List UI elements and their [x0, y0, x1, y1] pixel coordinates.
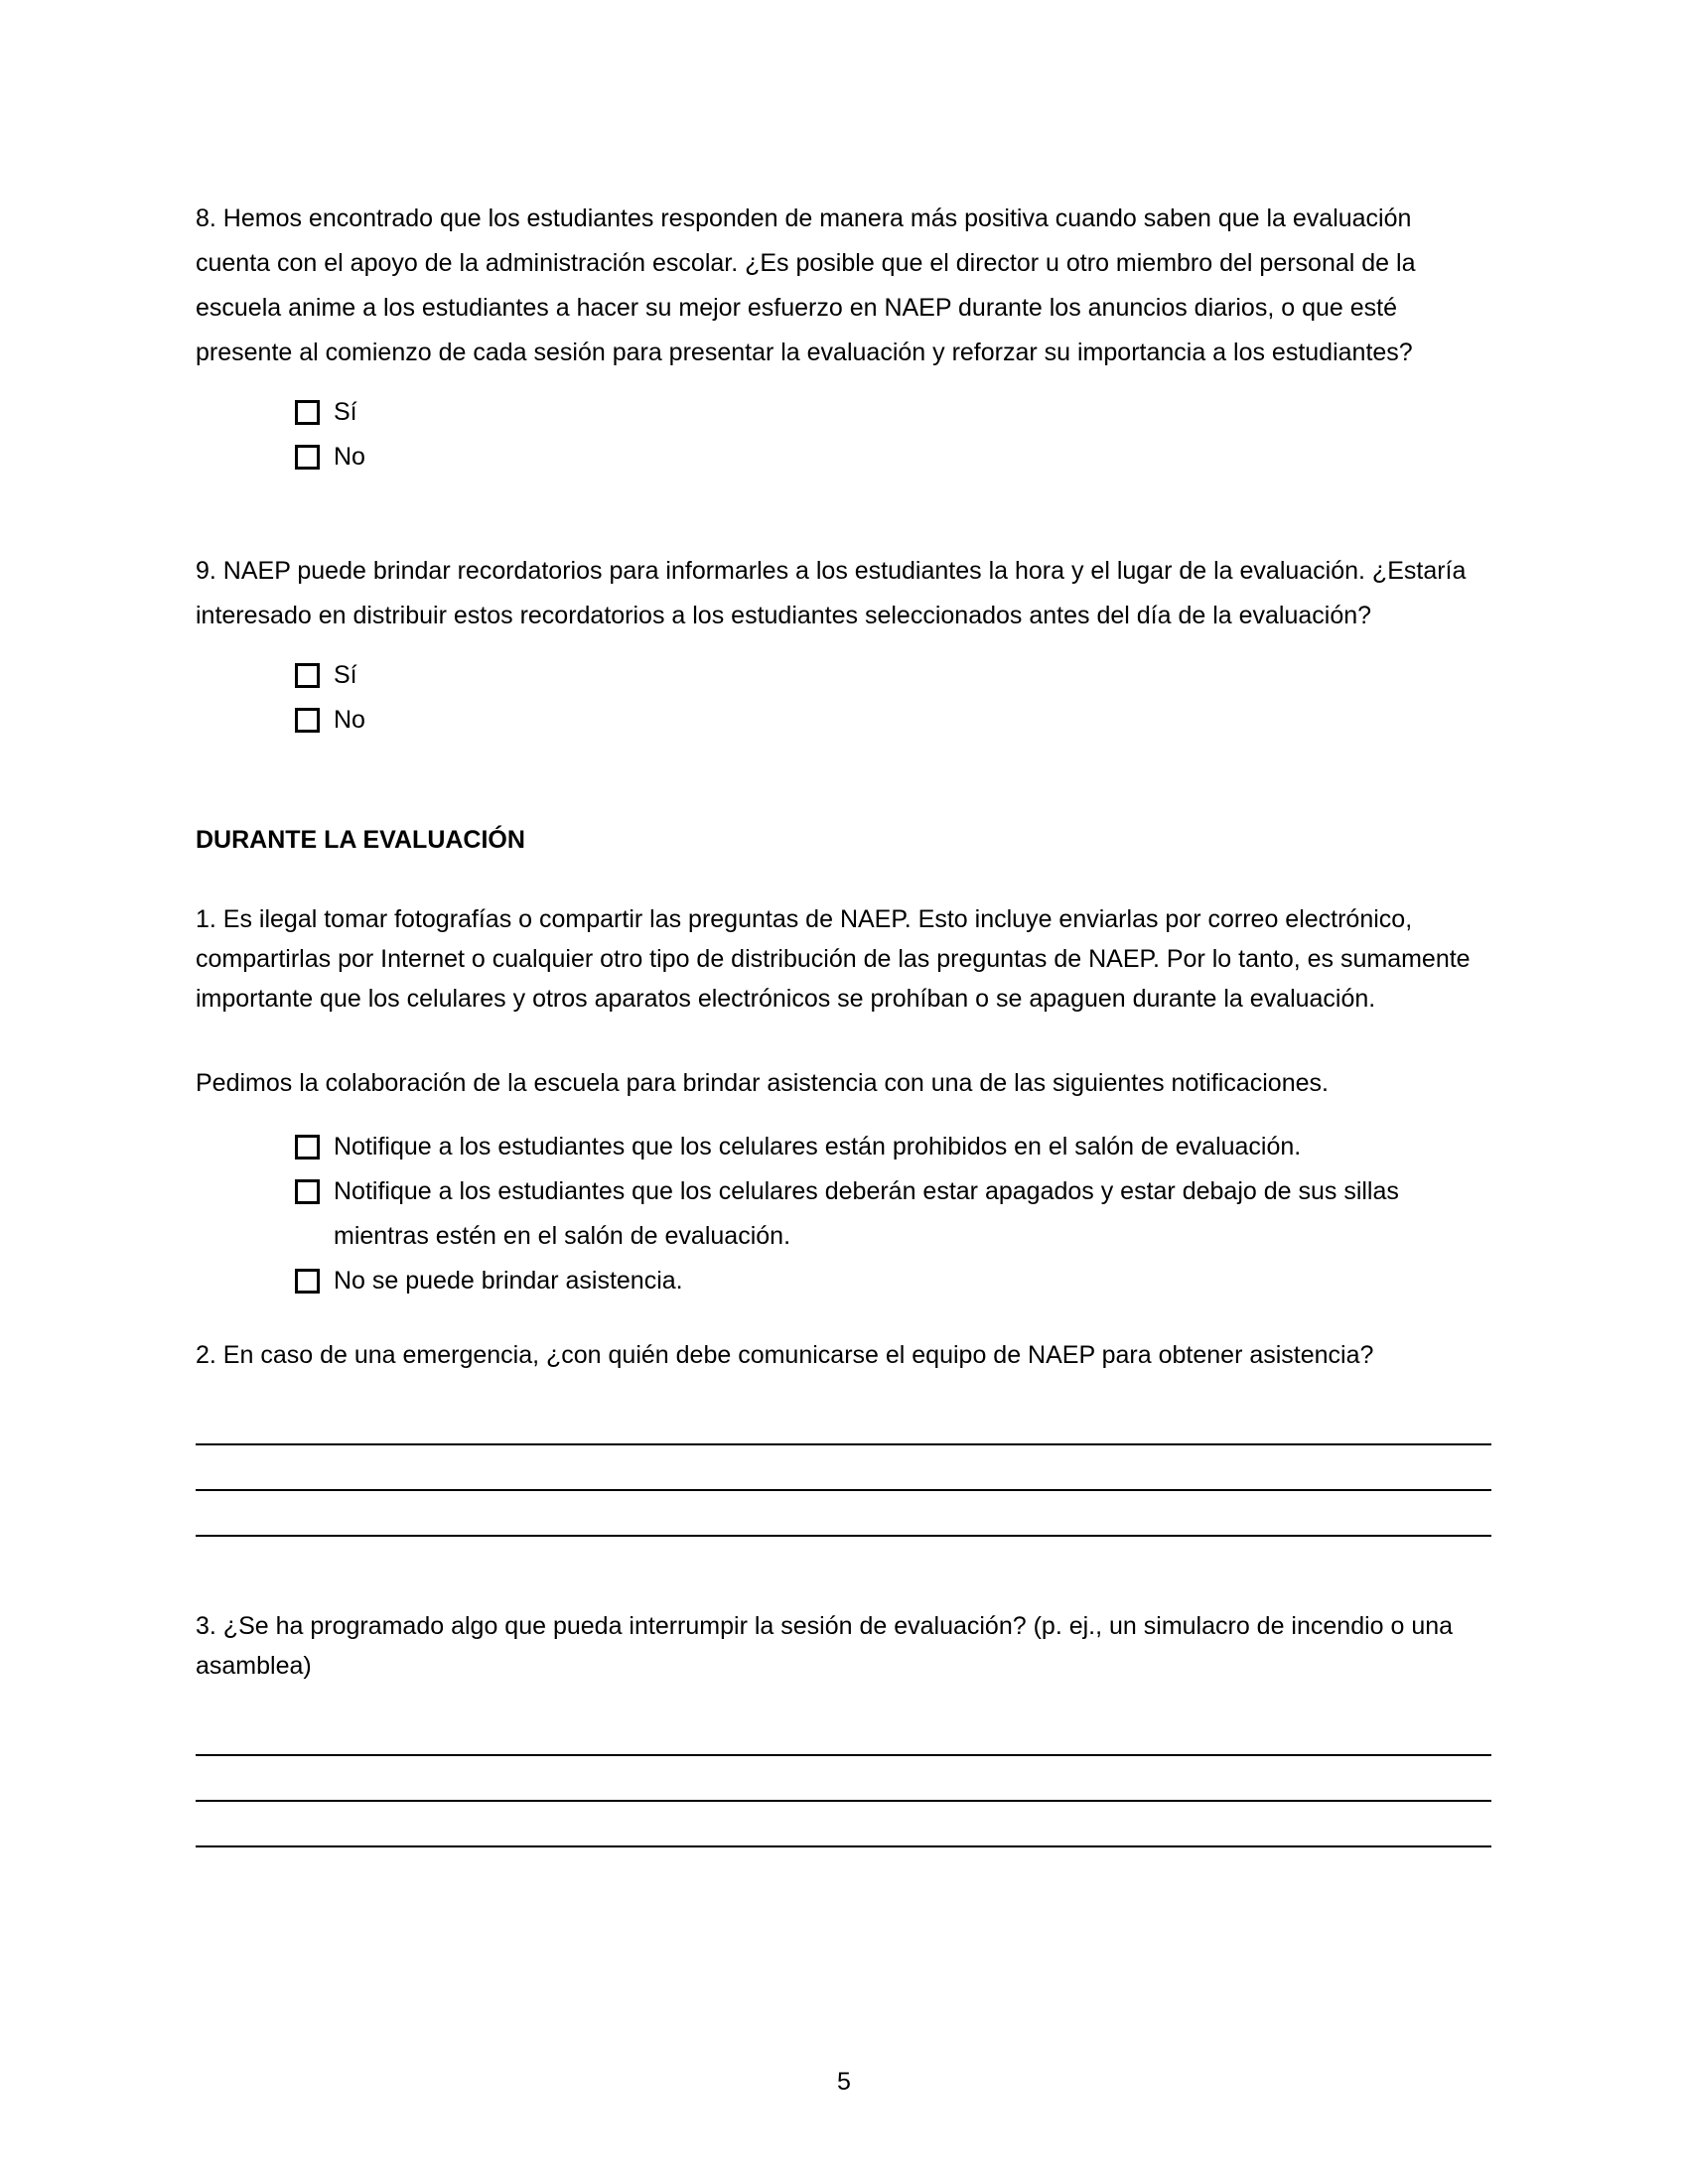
- section-heading: DURANTE LA EVALUACIÓN: [196, 826, 525, 854]
- question-8-option-no[interactable]: [295, 435, 1491, 479]
- question-3-answer-area: [196, 1710, 1491, 1847]
- option-label: No: [334, 443, 365, 471]
- question-2-text: 2. En caso de una emergencia, ¿con quién debe comunicarse el equipo de NAEP para obtener asistencia?: [196, 1341, 1374, 1369]
- answer-line[interactable]: [196, 1491, 1491, 1537]
- assistance-paragraph: Pedimos la colaboración de la escuela para brindar asistencia con una de las siguientes notificaciones.: [196, 1069, 1329, 1097]
- notification-option-no-assistance[interactable]: [295, 1259, 1491, 1303]
- question-2-answer-area: [196, 1400, 1491, 1537]
- option-label: No: [334, 706, 365, 734]
- option-label: Notifique a los estudiantes que los celulares deberán estar apagados y estar debajo de sus sillas mientras estén en el salón de evaluación.: [334, 1177, 1399, 1250]
- answer-line[interactable]: [196, 1802, 1491, 1847]
- checkbox-icon[interactable]: [295, 663, 320, 688]
- option-label: No se puede brindar asistencia.: [334, 1267, 683, 1295]
- question-9-option-si[interactable]: [295, 653, 1491, 698]
- answer-line[interactable]: [196, 1756, 1491, 1802]
- answer-line[interactable]: [196, 1445, 1491, 1491]
- notification-options: [295, 1125, 1491, 1303]
- answer-line[interactable]: [196, 1710, 1491, 1756]
- checkbox-icon[interactable]: [295, 445, 320, 470]
- question-9-text: 9. NAEP puede brindar recordatorios para informarles a los estudiantes la hora y el lugar de la evaluación. ¿Estaría interesado en distribuir estos recordatorios a los estudiantes seleccionados antes del día de la evaluación?: [196, 557, 1467, 629]
- question-9-options: [295, 653, 1491, 743]
- checkbox-icon[interactable]: [295, 708, 320, 733]
- option-label: Sí: [334, 398, 357, 426]
- question-3-text: 3. ¿Se ha programado algo que pueda interrumpir la sesión de evaluación? (p. ej., un simulacro de incendio o una asamblea): [196, 1612, 1454, 1680]
- question-8-options: [295, 390, 1491, 479]
- option-label: Sí: [334, 661, 357, 689]
- checkbox-icon[interactable]: [295, 1135, 320, 1160]
- question-9-option-no[interactable]: [295, 698, 1491, 743]
- notification-option-off-under-seats[interactable]: [295, 1169, 1491, 1259]
- checkbox-icon[interactable]: [295, 1269, 320, 1294]
- answer-line[interactable]: [196, 1400, 1491, 1445]
- option-label: Notifique a los estudiantes que los celulares están prohibidos en el salón de evaluación.: [334, 1133, 1302, 1160]
- page-number: 5: [837, 2068, 851, 2096]
- question-8-text: 8. Hemos encontrado que los estudiantes responden de manera más positiva cuando saben que la evaluación cuenta con el apoyo de la administración escolar. ¿Es posible que el director u otro miembro del personal de la escuela anime a los estudiantes a hacer su mejor esfuerzo en NAEP durante los anuncios diarios, o que esté presente al comienzo de cada sesión para presentar la evaluación y reforzar su importancia a los estudiantes?: [196, 205, 1416, 366]
- notification-option-prohibited[interactable]: [295, 1125, 1491, 1169]
- checkbox-icon[interactable]: [295, 400, 320, 425]
- checkbox-icon[interactable]: [295, 1179, 320, 1204]
- section-intro-paragraph: 1. Es ilegal tomar fotografías o compartir las preguntas de NAEP. Esto incluye enviarlas por correo electrónico, compartirlas por Internet o cualquier otro tipo de distribución de las preguntas de NAEP. Por lo tanto, es sumamente importante que los celulares y otros aparatos electrónicos se prohíban o se apaguen durante la evaluación.: [196, 905, 1471, 1013]
- question-8-option-si[interactable]: [295, 390, 1491, 435]
